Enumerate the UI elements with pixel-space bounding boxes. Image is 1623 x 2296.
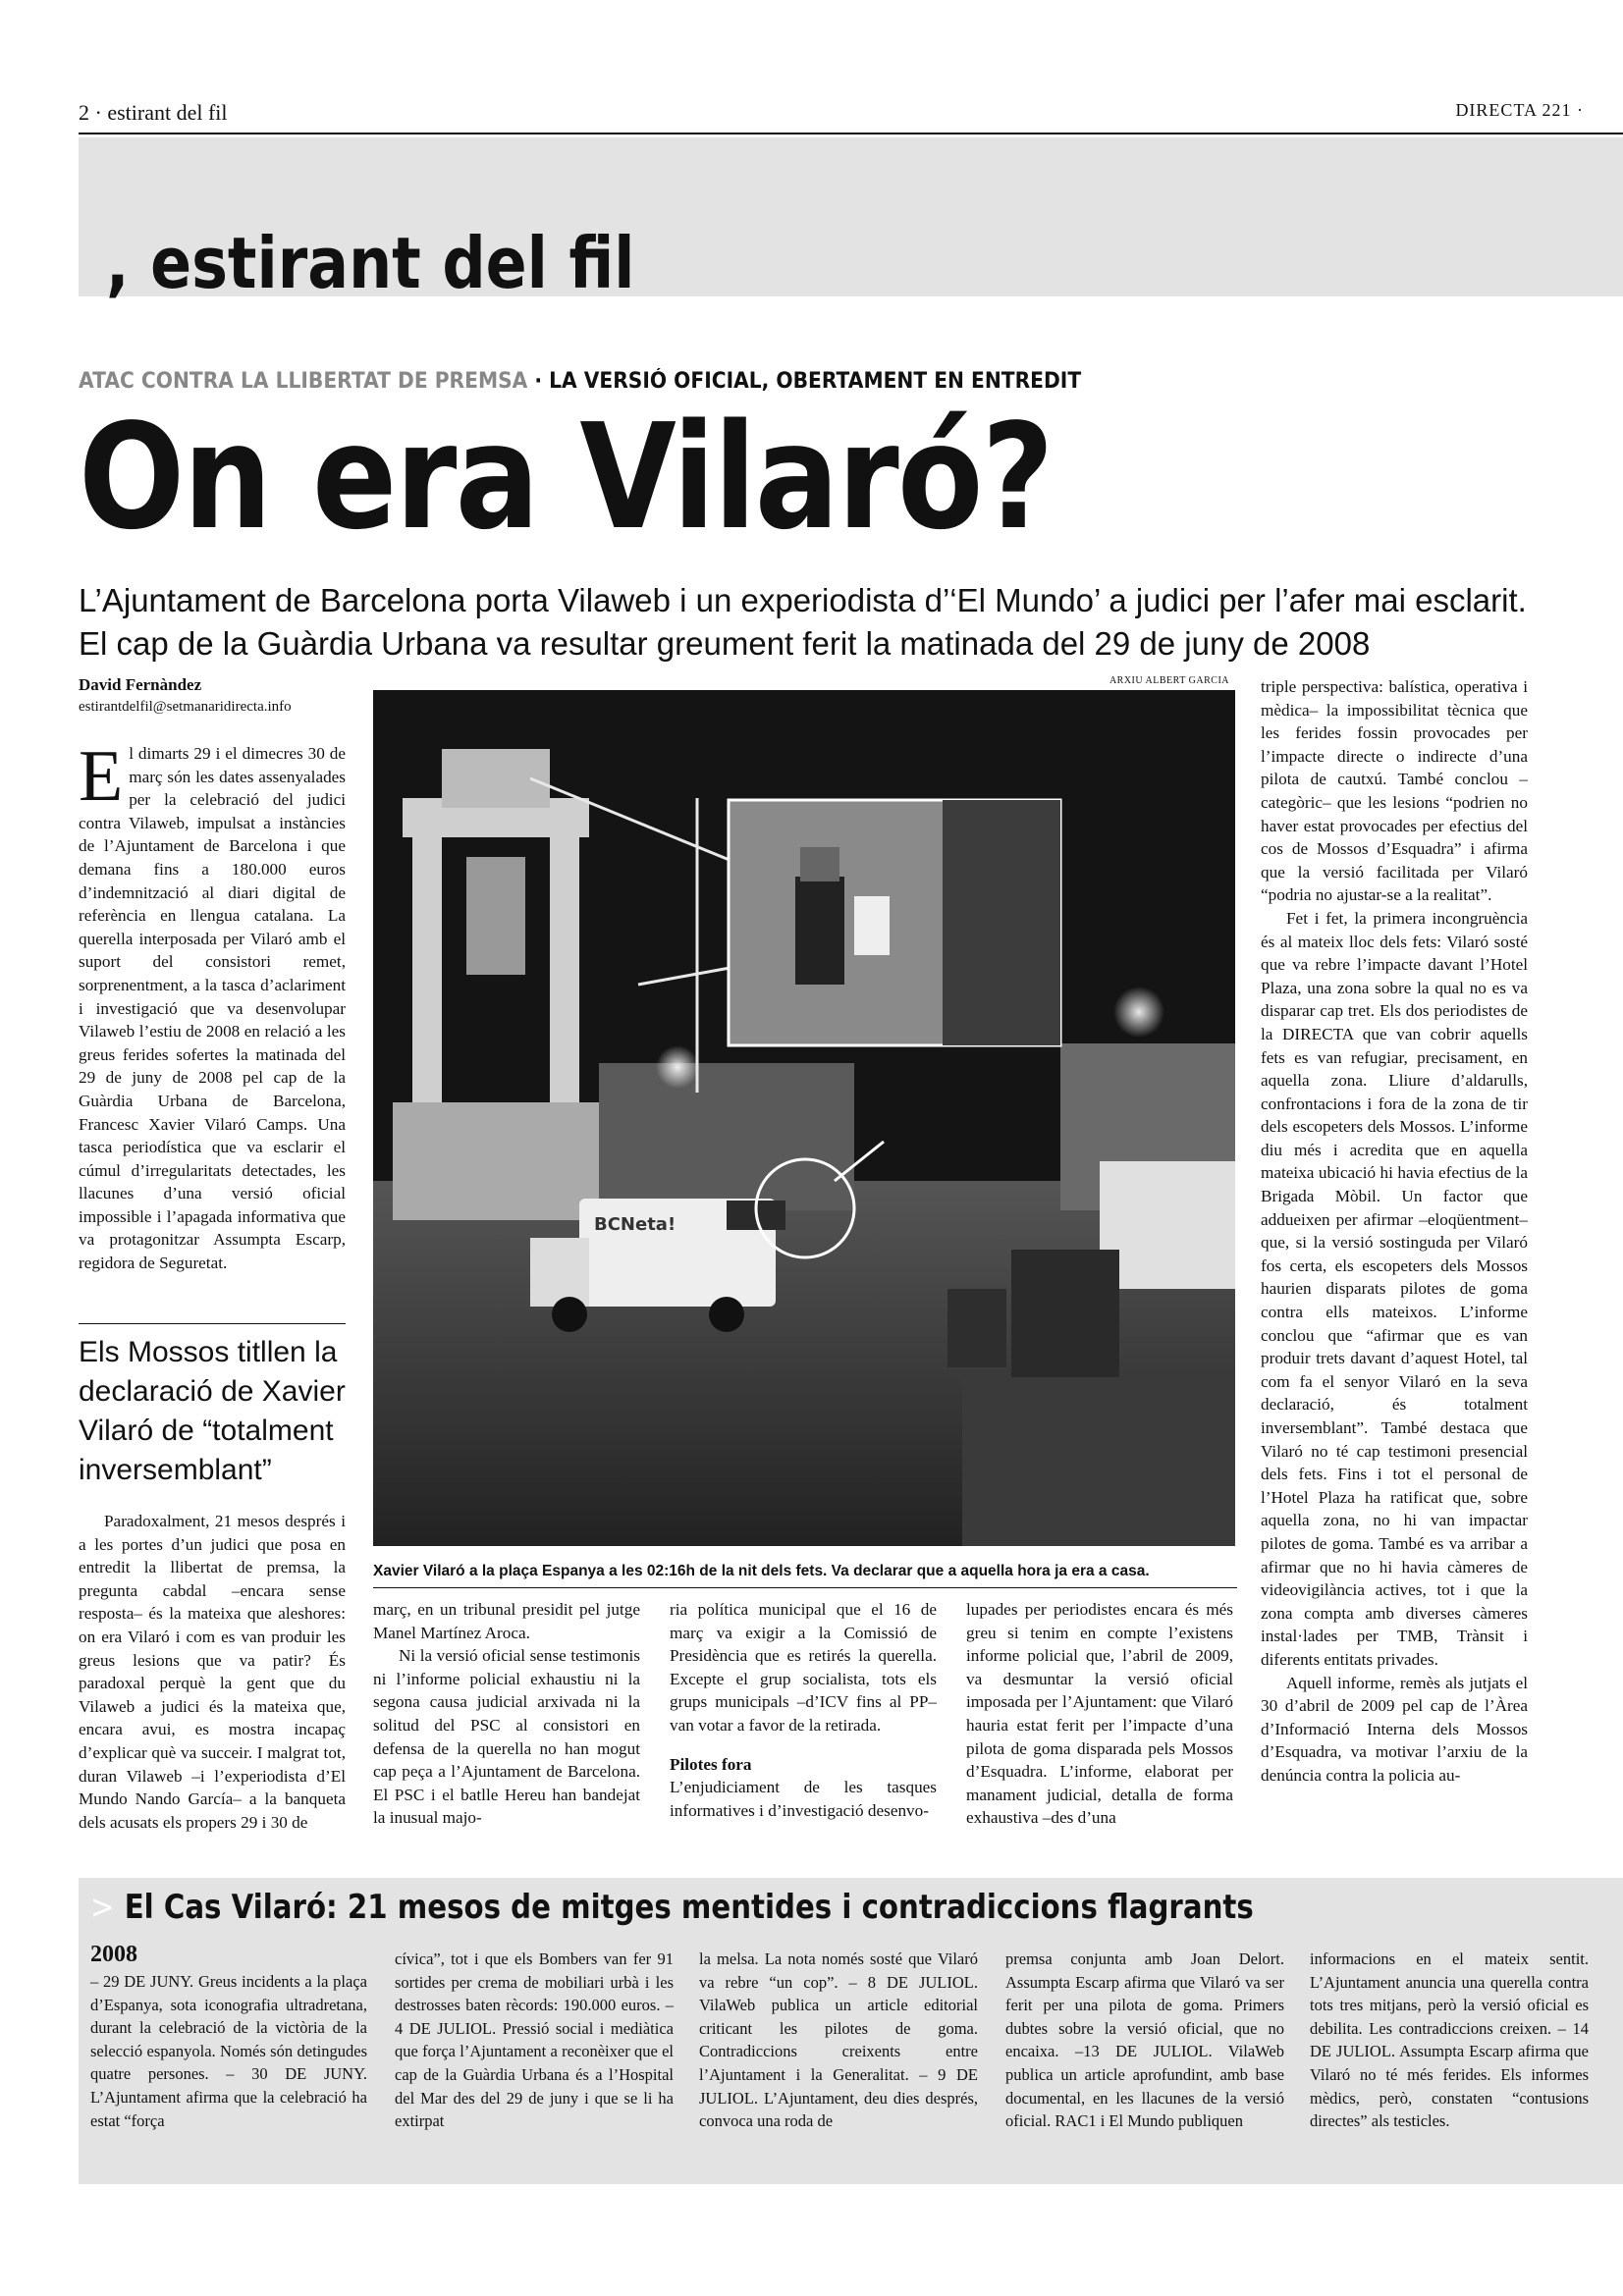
body-paragraph: lupades per periodistes encara és més greu si tenim en compte l’existens informe policial que, l’abril de 2009, va desmuntar la versió oficial imposada per l’Ajuntament: que Vilaró hauria estat ferit per l’impacte d’una pilota de goma disparada pels Mossos d’Esquadra. L’informe, elaborat per manament judicial, detalla de forma exhaustiva –des d’una bbox=[966, 1600, 1233, 1828]
body-paragraph: Fet i fet, la primera incongruència és al mateix lloc dels fets: Vilaró sosté que va rebre l’impacte davant l’Hotel Plaza, una zona sobre la qual no es va disparar cap tret. Els dos periodistes de la DIRECTA que van cobrir aquells fets es van refugiar, precisament, en aquella zona. Lliure d’aldarulls, confrontacions i fora de la zona de tir dels escopeters dels Mossos. L’informe diu més i acredita que en aquella mateixa ubicació hi havia efectius de la Brigada Mòbil. Un factor que addueixen per afirmar –eloqüentment– que, si la versió sostinguda per Vilaró fos certa, els escopeters dels Mossos haurien disparats pilotes de goma contra ells mateixos. L’informe conclou que “afirmar que es van produir trets davant d’aquest Hotel, tal com fa el senyor Vilaró en la seva declaració, és totalment inversemblant”. També destaca que Vilaró no té cap testimoni presencial dels fets. Fins i tot el personal de l’Hotel Plaza ha ratificat que, sobre aquella zona, no hi van impactar pilotes de goma. També es va arribar a afirmar que no hi havia càmeres de videovigilància actives, tot i que la zona compta amb diverses càmeres instal·lades per TMB, Trànsit i diferents entitats privades. bbox=[1261, 908, 1528, 1669]
timeline-title-text: El Cas Vilaró: 21 mesos de mitges mentides i contradiccions flagrants bbox=[124, 1888, 1254, 1927]
news-photo bbox=[373, 690, 1235, 1546]
kicker-topic: ATAC CONTRA LA LLIBERTAT DE PREMSA bbox=[79, 369, 528, 394]
timeline-year: 2008 bbox=[90, 1942, 137, 1967]
running-head-right: DIRECTA 221 · bbox=[1455, 100, 1584, 120]
timeline-column-4: premsa conjunta amb Joan Delort. Assumpta Escarp afirma que Vilaró va ser ferit per una pilota de goma. Primers dubtes sobre la versió oficial, que no encaixa. –13 DE JULIOL. VilaWeb publica un article aprofundint, amb base documental, en les llacunes de la versió oficial. RAC1 i El Mundo publiquen bbox=[1005, 1949, 1284, 2131]
body-paragraph: Aquell informe, remès als jutjats el 30 d’abril de 2009 pel cap de l’Àrea d’Informació Interna dels Mossos d’Esquadra, va motivar l’arxiu de la denúncia contra la policia au- bbox=[1261, 1673, 1528, 1785]
running-head-left: 2 · estirant del fil bbox=[79, 100, 228, 125]
body-column-3 bbox=[670, 1598, 937, 1822]
timeline-column-1: – 29 DE JUNY. Greus incidents a la plaça d’Espanya, sota iconografia ultradretana, durant la celebració de la victòria de la selecció espanyola. Només són detingudes quatre persones. – 30 DE JUNY. L’Ajuntament afirma que la celebració ha estat “força bbox=[90, 1972, 367, 2130]
timeline-title bbox=[90, 1888, 1254, 1927]
body-paragraph: L’enjudiciament de les tasques informatives i d’investigació desenvo- bbox=[670, 1778, 937, 1820]
body-paragraph: Ni la versió oficial sense testimonis ni l’informe policial exhaustiu ni la segona causa judicial arxivada ni la solitud del PSC al consistori en defensa de la querella no han mogut cap peça a l’Ajuntament de Barcelona. El PSC i el batlle Hereu han bandejat la inusual majo- bbox=[373, 1646, 640, 1828]
body-paragraph: ria política municipal que el 16 de març va exigir a la Comissió de Presidència que es retirés la querella. Excepte el grup socialista, tots els grups municipals –d’ICV fins al PP– van votar a favor de la retirada. bbox=[670, 1600, 937, 1735]
section-title: , estirant del fil bbox=[106, 222, 635, 304]
caption-rule bbox=[373, 1587, 1237, 1588]
standfirst: L’Ajuntament de Barcelona porta Vilaweb i un experiodista d’‘El Mundo’ a judici per l’afer mai esclarit. El cap de la Guàrdia Urbana va resultar greument ferit la matinada del 29 de juny de 2008 bbox=[79, 582, 1527, 662]
body-column-1-lower bbox=[79, 1510, 346, 1834]
arrow-icon: > bbox=[90, 1888, 115, 1927]
photo-credit: ARXIU ALBERT GARCIA bbox=[1109, 675, 1229, 686]
van-sign: BCNeta! bbox=[594, 1214, 676, 1235]
body-column-1 bbox=[79, 736, 346, 1275]
body-column-5 bbox=[1261, 675, 1528, 1788]
body-paragraph: març, en un tribunal presidit pel jutge Manel Martínez Aroca. bbox=[373, 1600, 640, 1642]
photo-caption: Xavier Vilaró a la plaça Espanya a les 02:16h de la nit dels fets. Va declarar que a aquella hora ja era a casa. bbox=[373, 1563, 1150, 1579]
kicker-subtopic: · LA VERSIÓ OFICIAL, OBERTAMENT EN ENTREDIT bbox=[527, 369, 1082, 394]
photo-illustration bbox=[373, 690, 1235, 1546]
body-text: l dimarts 29 i el dimecres 30 de març són les dates assenyalades per la celebració del judici contra Vilaweb, impulsat a instàncies de l’Ajuntament de Barcelona i que demana fins a 180.000 euros d’indemnització al diari digital de referència en llengua catalana. La querella interposada per Vilaró amb el suport del consistori remet, sorprenentment, a la tasca d’aclariment i investigació que va desenvolupar Vilaweb l’estiu de 2008 en relació a les greus ferides sofertes la matinada del 29 de juny de 2008 pel cap de la Guàrdia Urbana de Barcelona, Francesc Xavier Vilaró Camps. Una tasca periodística que va esclarir el cúmul d’irregularitats detectades, les llacunes d’una versió oficial impossible i l’apagada informativa que va protagonitzar Assumpta Escarp, regidora de Seguretat. bbox=[79, 744, 346, 1273]
kicker bbox=[79, 369, 1081, 394]
body-column-4 bbox=[966, 1598, 1233, 1830]
body-paragraph: triple perspectiva: balística, operativa i mèdica– la impossibilitat tècnica que les ferides fossin provocades per l’impacte directe o indirecte d’una pilota de cautxú. També conclou –categòric– que les lesions “podrien no haver estat provocades per efectius del cos de Mossos d’Esquadra” i afirma que la versió facilitada per Vilaró “podria no ajustar-se a la realitat”. bbox=[1261, 677, 1528, 905]
pullquote-rule bbox=[79, 1323, 346, 1324]
drop-cap: E bbox=[79, 736, 124, 817]
timeline-column-3: la melsa. La nota només sosté que Vilaró va rebre “un cop”. – 8 DE JULIOL. VilaWeb publica un article editorial criticant les pilotes de goma. Contradiccions creixents entre l’Ajuntament i la Generalitat. – 9 DE JULIOL. L’Ajuntament, deu dies després, convoca una roda de bbox=[699, 1949, 978, 2131]
top-rule bbox=[79, 133, 1623, 134]
byline-author: David Fernàndez bbox=[79, 675, 202, 694]
byline-email[interactable]: estirantdelfil@setmanaridirecta.info bbox=[79, 699, 292, 715]
body-paragraph: Paradoxalment, 21 mesos després i a les portes d’un judici que posa en entredit la llibertat de premsa, la pregunta cabdal –encara sense resposta– és la mateixa que aleshores: on era Vilaró i com es van produir les greus lesions que va patir? És paradoxal perquè la gent que du Vilaweb a judici és la mateixa que, encara avui, es mostra incapaç d’explicar què va succeir. I malgrat tot, duran Vilaweb –i l’experiodista d’El Mundo Nando García– a la banqueta dels acusats els propers 29 i 30 de bbox=[79, 1512, 346, 1832]
timeline-column-5: informacions en el mateix sentit. L’Ajuntament anuncia una querella contra tots tres mitjans, però la versió oficial es debilita. Les contradiccions creixen. – 14 DE JULIOL. Assumpta Escarp afirma que Vilaró no té més ferides. Els informes mèdics, però, constaten “contusions directes” als testicles. bbox=[1310, 1949, 1589, 2131]
headline: On era Vilaró? bbox=[79, 393, 1053, 561]
body-column-2 bbox=[373, 1598, 640, 1830]
pullquote: Els Mossos titllen la declaració de Xavier Vilaró de “totalment inversemblant” bbox=[79, 1336, 346, 1486]
timeline-column-2: cívica”, tot i que els Bombers van fer 91 sortides per crema de mobiliari urbà i les destrosses baten rècords: 190.000 euros. – 4 DE JULIOL. Pressió social i mediàtica que força l’Ajuntament a reconèixer que el cap de la Guàrdia Urbana és a l’Hospital del Mar des del 29 de juny i que se li ha extirpat bbox=[395, 1949, 674, 2131]
subhead: Pilotes fora bbox=[670, 1754, 752, 1774]
